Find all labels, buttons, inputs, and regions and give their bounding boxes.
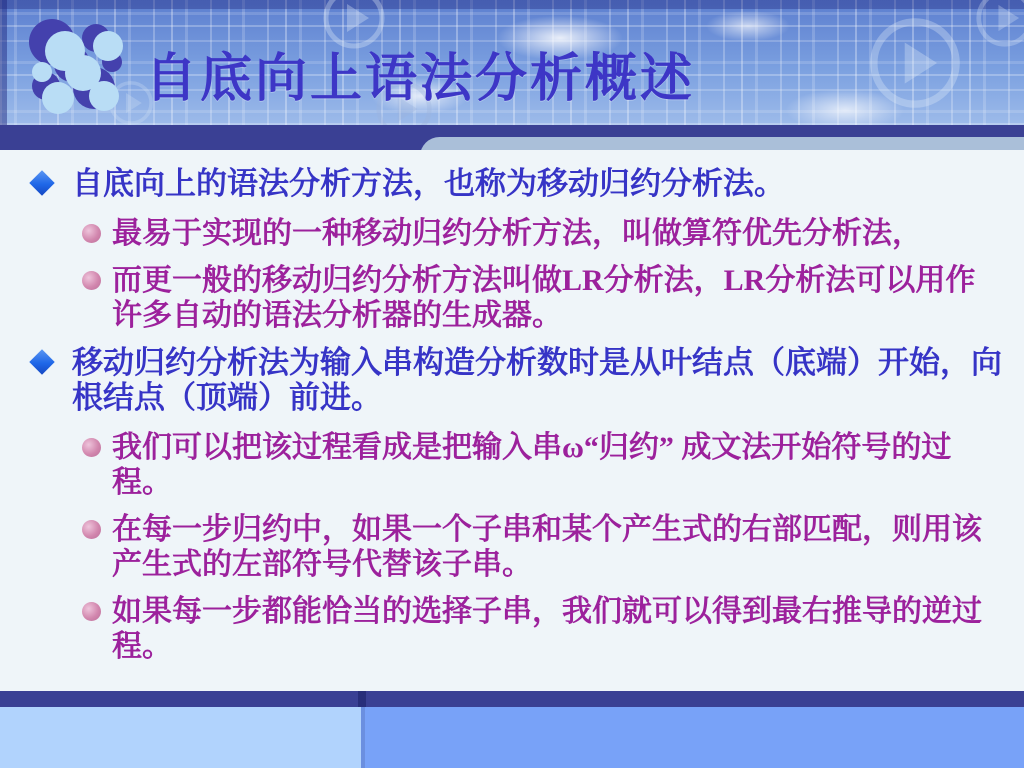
bullet-list xyxy=(0,166,1024,664)
ball-bullet-icon xyxy=(82,438,101,457)
footer-right-block xyxy=(365,707,1024,768)
bullet-text: 自底向上的语法分析方法，也称为移动归约分析法。 xyxy=(72,166,785,201)
bullet-item xyxy=(0,594,1024,664)
slide-header xyxy=(0,0,1024,125)
footer-separator-bar xyxy=(0,691,1024,707)
bullet-item xyxy=(0,430,1024,500)
bullet-text: 移动归约分析法为输入串构造分析数时是从叶结点（底端）开始，向根结点（顶端）前进。 xyxy=(72,345,1002,415)
diamond-bullet-icon xyxy=(29,170,54,195)
bullet-item xyxy=(0,166,1024,201)
diamond-bullet-icon xyxy=(29,349,54,374)
bullet-text: 如果每一步都能恰当的选择子串，我们就可以得到最右推导的逆过程。 xyxy=(112,595,982,663)
bullet-item xyxy=(0,216,1024,251)
ball-bullet-icon xyxy=(82,602,101,621)
slide-footer xyxy=(0,707,1024,768)
bullet-text: 而更一般的移动归约分析方法叫做LR分析法，LR分析法可以用作许多自动的语法分析器的生成器。 xyxy=(112,264,976,332)
bullet-text: 最易于实现的一种移动归约分析方法，叫做算符优先分析法， xyxy=(112,217,922,250)
ball-bullet-icon xyxy=(82,271,101,290)
slide-body xyxy=(0,150,1024,691)
footer-bar-notch xyxy=(358,691,366,707)
page-title: 自底向上语法分析概述 xyxy=(145,51,696,108)
bullet-item xyxy=(0,345,1024,415)
footer-left-block xyxy=(0,707,361,768)
molecule-splat-logo-icon xyxy=(16,10,138,124)
bullet-text: 在每一步归约中，如果一个子串和某个产生式的右部匹配，则用该产生式的左部符号代替该子串。 xyxy=(112,513,982,581)
ball-bullet-icon xyxy=(82,520,101,539)
ball-bullet-icon xyxy=(82,224,101,243)
bullet-item xyxy=(0,512,1024,582)
bullet-item xyxy=(0,263,1024,333)
bullet-text: 我们可以把该过程看成是把输入串ω“归约” 成文法开始符号的过程。 xyxy=(112,431,952,499)
